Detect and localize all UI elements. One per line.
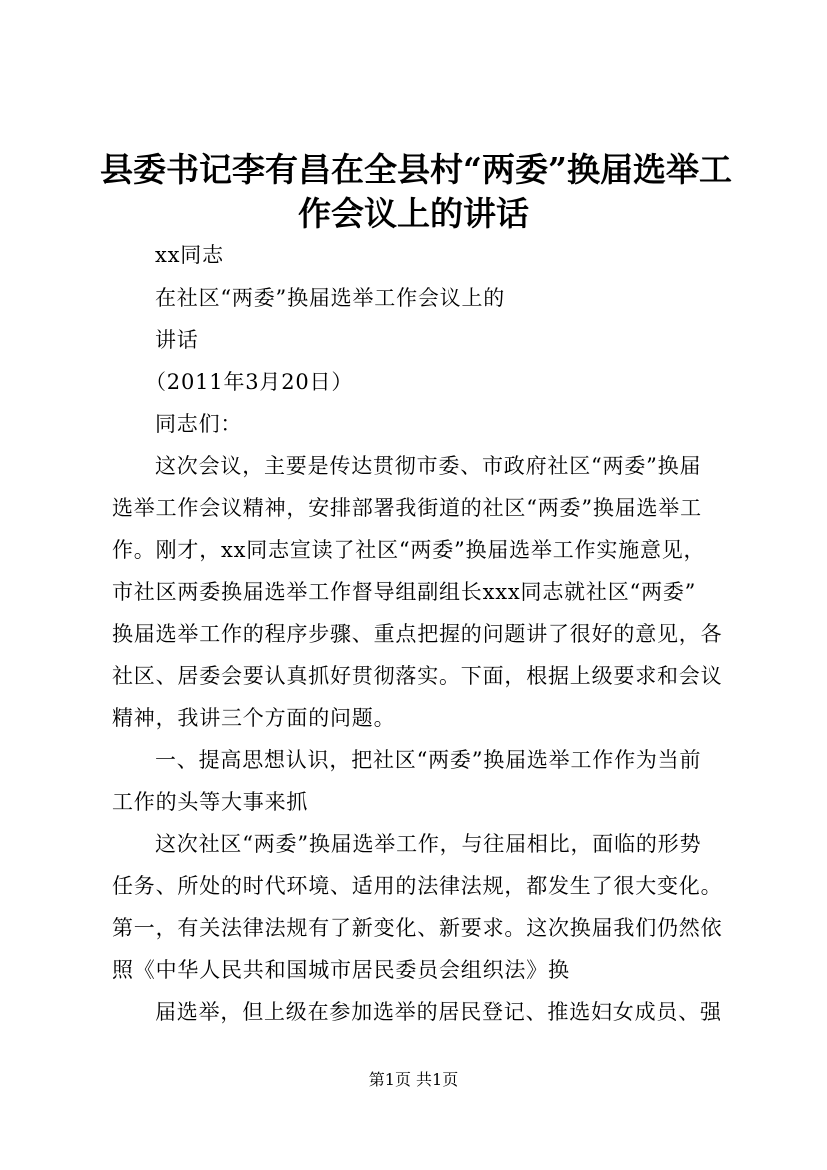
- body-line: 市社区两委换届选举工作督导组副组长xxx同志就社区“两委”: [112, 580, 697, 604]
- body-line: 第一，有关法律法规有了新变化、新要求。这次换届我们仍然依: [112, 916, 723, 940]
- body-line: 换届选举工作的程序步骤、重点把握的问题讲了很好的意见，各: [112, 622, 723, 646]
- section-heading-line: 工作的头等大事来抓: [112, 790, 309, 814]
- body-line: 作。刚才，xx同志宣读了社区“两委”换届选举工作实施意见，: [112, 538, 706, 562]
- body-line: 届选举，但上级在参加选举的居民登记、推选妇女成员、强: [155, 1000, 722, 1024]
- speech-date-line: （2011年3月20日）: [145, 370, 354, 394]
- document-title-line-2: 作会议上的讲话: [298, 194, 529, 233]
- body-line: 这次会议，主要是传达贯彻市委、市政府社区“两委”换届: [155, 454, 702, 478]
- body-line: 这次社区“两委”换届选举工作，与往届相比，面临的形势: [155, 832, 702, 856]
- body-line: 精神，我讲三个方面的问题。: [112, 706, 396, 730]
- body-line: 选举工作会议精神，安排部署我街道的社区“两委”换届选举工: [112, 496, 702, 520]
- body-line: 社区、居委会要认真抓好贯彻落实。下面，根据上级要求和会议: [112, 664, 723, 688]
- salutation-line: 同志们：: [155, 412, 243, 436]
- speech-occasion-line: 在社区“两委”换届选举工作会议上的: [155, 286, 506, 310]
- addressee-line: xx同志: [155, 243, 224, 267]
- section-heading-line: 一、提高思想认识，把社区“两委”换届选举工作作为当前: [155, 748, 702, 772]
- body-line: 照《中华人民共和国城市居民委员会组织法》换: [112, 958, 570, 982]
- body-line: 任务、所处的时代环境、适用的法律法规，都发生了很大变化。: [112, 874, 723, 898]
- page-number-footer: 第1页 共1页: [368, 1070, 459, 1089]
- document-title-line-1: 县委书记李有昌在全县村“两委”换届选举工: [100, 150, 732, 189]
- speech-label-line: 讲话: [155, 328, 199, 352]
